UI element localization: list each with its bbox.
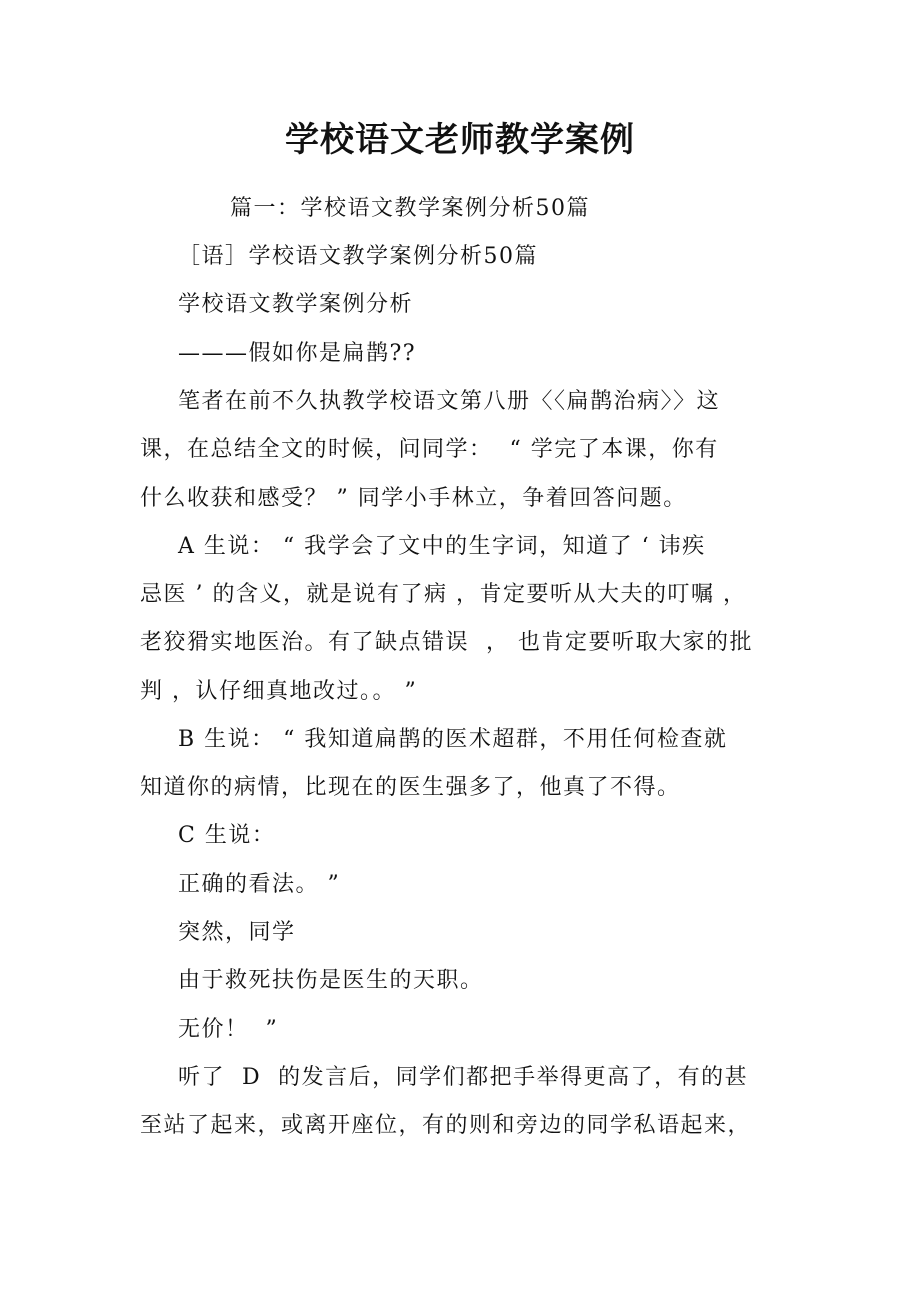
text-line: 老狡猾实地医治。有了缺点错误 ， 也肯定要听取大家的批 xyxy=(140,630,753,655)
text-line: B 生说： “ 我知道扁鹊的医术超群，不用任何检查就 xyxy=(178,727,728,752)
document-title: 学校语文老师教学案例 xyxy=(285,120,635,160)
section-heading: 篇一：学校语文教学案例分析50篇 xyxy=(230,196,590,221)
text-line: 忌医 ’ 的含义，就是说有了病 ，肯定要听从大夫的叮嘱 ， xyxy=(140,582,747,607)
text-line: 听了 D 的发言后，同学们都把手举得更高了，有的甚 xyxy=(178,1065,749,1090)
text-line: 学校语文教学案例分析 xyxy=(178,292,414,317)
text-line: 什么收获和感受？ ” 同学小手林立，争着回答问题。 xyxy=(140,486,687,511)
text-line: 至站了起来，或离开座位，有的则和旁边的同学私语起来， xyxy=(140,1113,752,1138)
text-line: ［语］学校语文教学案例分析50篇 xyxy=(178,244,538,269)
text-line: 正确的看法。 ” xyxy=(178,872,341,897)
text-line: 无价！ ” xyxy=(178,1017,279,1042)
text-line: 判 ，认仔细真地改过。。 ” xyxy=(140,679,418,704)
text-line: 由于救死扶伤是医生的天职。 xyxy=(178,968,484,993)
text-line: 知道你的病情，比现在的医生强多了，他真了不得。 xyxy=(140,775,681,800)
text-line: A 生说： “ 我学会了文中的生字词，知道了 ‘ 讳疾 xyxy=(178,534,706,559)
text-line: C 生说： xyxy=(178,823,276,848)
text-line: 笔者在前不久执教学校语文第八册〈〈扁鹊治病〉〉这 xyxy=(178,389,721,414)
text-line: 突然，同学 xyxy=(178,920,296,945)
text-line: ———假如你是扁鹊?? xyxy=(178,341,417,366)
text-line: 课，在总结全文的时候，问同学： “ 学完了本课，你有 xyxy=(140,437,719,462)
